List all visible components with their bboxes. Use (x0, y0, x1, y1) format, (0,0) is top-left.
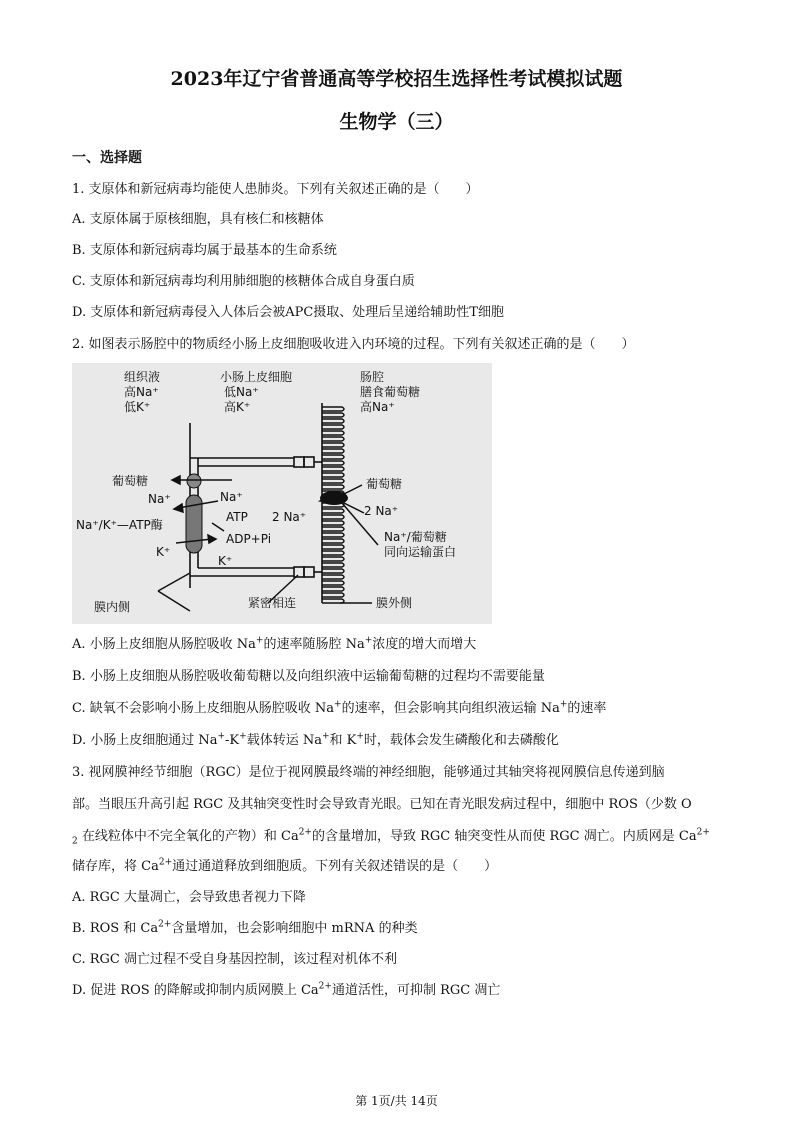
label-cotransport-2: 同向运输蛋白 (384, 545, 457, 559)
microvillus (322, 437, 344, 441)
label-tight-junction: 紧密相连 (248, 596, 297, 610)
microvillus (322, 569, 344, 573)
microvillus (322, 419, 344, 423)
label-glucose-right: 葡萄糖 (366, 477, 403, 491)
label-tissue-na: 高Na⁺ (124, 385, 159, 399)
label-cell-na: 低Na⁺ (224, 385, 259, 399)
label-lumen: 肠腔 (360, 370, 385, 384)
label-lumen-na: 高Na⁺ (360, 400, 395, 414)
microvillus (322, 533, 344, 537)
microvillus (322, 515, 344, 519)
q2-option-d: D. 小肠上皮细胞通过 Na+-K+载体转运 Na+和 K+时，载体会发生磷酸化和去磷酸化 (72, 731, 559, 748)
q3-line-4: 储存库，将 $Ca^{2+}$通过通道释放到细胞质。下列有关叙述错误的是（ ） (72, 857, 498, 874)
microvillus (322, 527, 344, 531)
microvillus (322, 431, 344, 435)
q3-line-3: $_2$ 在线粒体中不完全氧化的产物）和 $Ca^{2+}$的含量增加，导致 RGC 轴突变性从而使 RGC 凋亡。内质网是 $Ca^{2+}$ (72, 827, 710, 847)
microvillus (322, 479, 344, 483)
label-cell-k: 高K⁺ (224, 400, 251, 414)
label-tissue-fluid: 组织液 (124, 370, 161, 384)
microvilli (322, 407, 344, 603)
label-2na-middle: 2 Na⁺ (272, 510, 307, 524)
section-heading: 一、选择题 (72, 150, 142, 166)
tight-junction-top (294, 457, 304, 467)
q1-option-b: B. 支原体和新冠病毒均属于最基本的生命系统 (72, 243, 337, 258)
microvillus (322, 467, 344, 471)
page-footer: 第 1页/共 14页 (355, 1094, 438, 1108)
q1-option-a: A. 支原体属于原核细胞，具有核仁和核糖体 (72, 212, 324, 227)
microvillus (322, 485, 344, 489)
microvillus (322, 455, 344, 459)
microvillus (322, 461, 344, 465)
label-cotransport-1: Na⁺/葡萄糖 (384, 530, 447, 544)
intestinal-absorption-figure (72, 363, 492, 624)
q3-line-1: 3. 视网膜神经节细胞（RGC）是位于视网膜最终端的神经细胞，能够通过其轴突将视网膜信息传递到脑 (72, 765, 665, 780)
microvillus (322, 449, 344, 453)
microvillus (322, 509, 344, 513)
q2-option-c: C. 缺氧不会影响小肠上皮细胞从肠腔吸收 Na+的速率，但会影响其向组织液运输 Na+的速率 (72, 699, 607, 716)
figure-svg (72, 363, 492, 624)
inner-pointer (158, 573, 190, 591)
q2-stem: 2. 如图表示肠腔中的物质经小肠上皮细胞吸收进入内环境的过程。下列有关叙述正确的是（ ） (72, 337, 635, 352)
microvillus (322, 425, 344, 429)
label-na-right: Na⁺ (220, 490, 243, 504)
q3-option-c: C. RGC 凋亡过程不受自身基因控制，该过程对机体不利 (72, 952, 398, 967)
microvillus (322, 545, 344, 549)
label-tissue-k: 低K⁺ (124, 400, 151, 414)
q1-stem: 1. 支原体和新冠病毒均能使人患肺炎。下列有关叙述正确的是（ ） (72, 182, 479, 197)
microvillus (322, 443, 344, 447)
q3-line-2: 部。当眼压升高引起 RGC 及其轴突变性时会导致青光眼。已知在青光眼发病过程中，细胞中 ROS（少数 O (72, 797, 692, 812)
label-dietary-glucose: 膳食葡萄糖 (360, 385, 421, 399)
microvillus (322, 473, 344, 477)
label-2na-right: 2 Na⁺ (364, 504, 399, 518)
q1-option-d: D. 支原体和新冠病毒侵入人体后会被APC摄取、处理后呈递给辅助性T细胞 (72, 305, 504, 320)
label-na-k-atpase: Na⁺/K⁺—ATP酶 (76, 518, 163, 532)
microvillus (322, 593, 344, 597)
q3-option-d: D. 促进 ROS 的降解或抑制内质网膜上 $Ca^{2+}$通道活性，可抑制 RGC 凋亡 (72, 981, 501, 998)
exam-subtitle: 生物学（三） (339, 111, 454, 133)
q2-option-a: A. 小肠上皮细胞从肠腔吸收 Na+的速率随肠腔 Na+浓度的增大而增大 (72, 635, 477, 652)
q2-option-b: B. 小肠上皮细胞从肠腔吸收葡萄糖以及向组织液中运输葡萄糖的过程均不需要能量 (72, 669, 545, 684)
microvillus (322, 551, 344, 555)
microvillus (322, 575, 344, 579)
microvillus (322, 521, 344, 525)
microvillus (322, 563, 344, 567)
glucose-in-arrow (342, 485, 362, 495)
label-inner-side: 膜内侧 (94, 600, 131, 614)
microvillus (322, 557, 344, 561)
label-atp: ATP (226, 510, 248, 524)
q3-option-a: A. RGC 大量凋亡，会导致患者视力下降 (72, 890, 306, 905)
label-glucose-left: 葡萄糖 (112, 474, 149, 488)
q1-option-c: C. 支原体和新冠病毒均利用肺细胞的核糖体合成自身蛋白质 (72, 274, 415, 289)
tight-junction-bottom (294, 567, 304, 577)
microvillus (322, 587, 344, 591)
microvillus (322, 413, 344, 417)
microvillus (322, 539, 344, 543)
label-epithelial-cell: 小肠上皮细胞 (220, 370, 293, 384)
microvillus (322, 407, 344, 411)
label-outer-side: 膜外侧 (376, 596, 413, 610)
q3-option-b: B. ROS 和 $Ca^{2+}$含量增加，也会影响细胞中 mRNA 的种类 (72, 919, 418, 936)
label-adp-pi: ADP+Pi (226, 532, 272, 546)
label-k-left: K⁺ (156, 545, 171, 559)
label-na-left: Na⁺ (148, 492, 171, 506)
label-k-right: K⁺ (218, 554, 233, 568)
microvillus (322, 581, 344, 585)
exam-title: 2023年辽宁省普通高等学校招生选择性考试模拟试题 (170, 68, 623, 90)
